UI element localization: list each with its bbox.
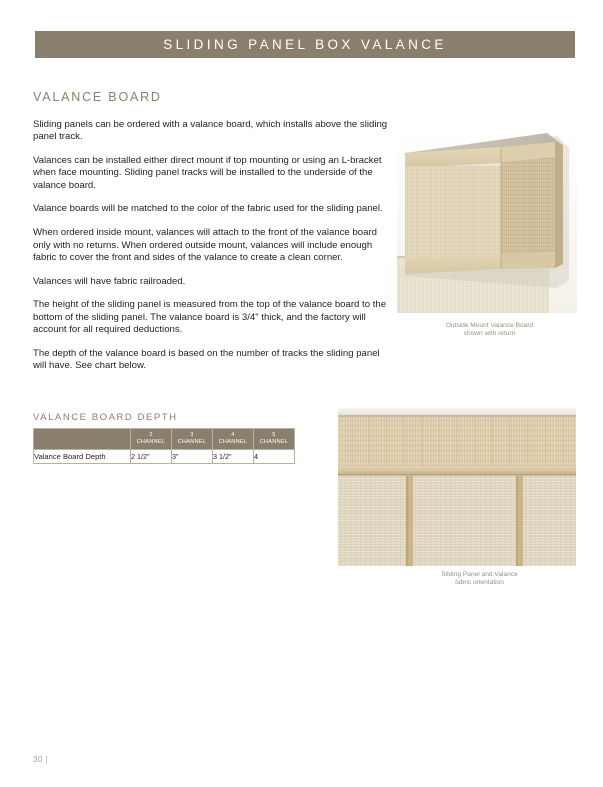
box-right-edge [555,142,563,268]
table-column-header [131,429,172,450]
sliding-panel-and-valance-photo [338,408,576,566]
caption-line-2: shown with return [463,330,516,338]
panel-divider-shadow [516,476,518,566]
table-column-header [213,429,254,450]
figure-caption-outside-mount [392,322,587,338]
table-cell: 4 [254,450,295,464]
figure-caption-sliding-panel [362,571,597,587]
column-header-word: CHANNEL [136,439,166,445]
figure-outside-mount-valance-board [397,128,577,313]
return-face-fabric [501,157,555,255]
return-bottom-trim [501,252,555,269]
body-paragraph: Valances can be installed either direct mount if top mounting or using an L-bracket when face mounting. Sliding panel tracks will be installed to the underside of the valance board. [33,155,382,191]
section-heading-valance-board: VALANCE BOARD [33,90,162,104]
page-title: SLIDING PANEL BOX VALANCE [163,37,447,52]
column-header-word: CHANNEL [218,439,248,445]
column-header-number: 3 [190,431,194,438]
body-text-column [33,119,388,384]
valance-board-depth-table [33,428,295,464]
outside-mount-valance-board-illustration [397,128,577,313]
body-paragraph: Valance boards will be matched to the color of the fabric used for the sliding panel. [33,203,383,215]
figure-sliding-panel-and-valance [338,408,576,566]
column-header-number: 4 [231,431,235,438]
table-row [34,450,295,464]
table-header-row [34,429,295,450]
body-paragraph: The height of the sliding panel is measured from the top of the valance board to the bottom of the sliding panel. The valance board is 3/4" thick, and the factory will account for all required deductions. [33,299,387,336]
footer-page-number: 30 | [33,755,49,764]
table-cell: 2 1/2" [131,450,172,464]
body-paragraph: Valances will have fabric railroaded. [33,275,186,287]
front-face-fabric [405,166,501,260]
column-header-number: 5 [272,431,276,438]
table-cell: 3" [172,450,213,464]
caption-line-1: Sliding Panel and Valance [441,571,518,578]
table-title: VALANCE BOARD DEPTH [33,412,178,423]
table-corner-cell [34,429,131,450]
panel-divider-shadow [406,476,408,566]
column-header-word: CHANNEL [259,439,289,445]
table-column-header [172,429,213,450]
column-header-number: 2 [149,431,153,438]
body-paragraph: Sliding panels can be ordered with a valance board, which installs above the sliding panel track. [33,119,388,143]
page-header-banner [35,31,575,58]
sliding-panels-horizontal-fabric [338,476,576,566]
table-cell: 3 1/2" [213,450,254,464]
caption-line-1: Outside Mount Valance Board [445,322,534,329]
body-paragraph: The depth of the valance board is based on the number of tracks the sliding panel will have. See chart below. [33,347,380,372]
row-label: Valance Board Depth [34,450,131,464]
valance-bottom-rail [338,466,576,475]
track-shadow [338,474,576,476]
column-header-word: CHANNEL [177,439,207,445]
table-column-header [254,429,295,450]
body-paragraph: When ordered inside mount, valances will attach to the front of the valance board only with no returns. When ordered outside mount, valances will include enough fabric to cover the front and sides of the valance to create a clean corner. [33,227,377,263]
valance-board-depth-table-block [33,412,295,464]
caption-line-2: fabric orientation [455,579,504,587]
